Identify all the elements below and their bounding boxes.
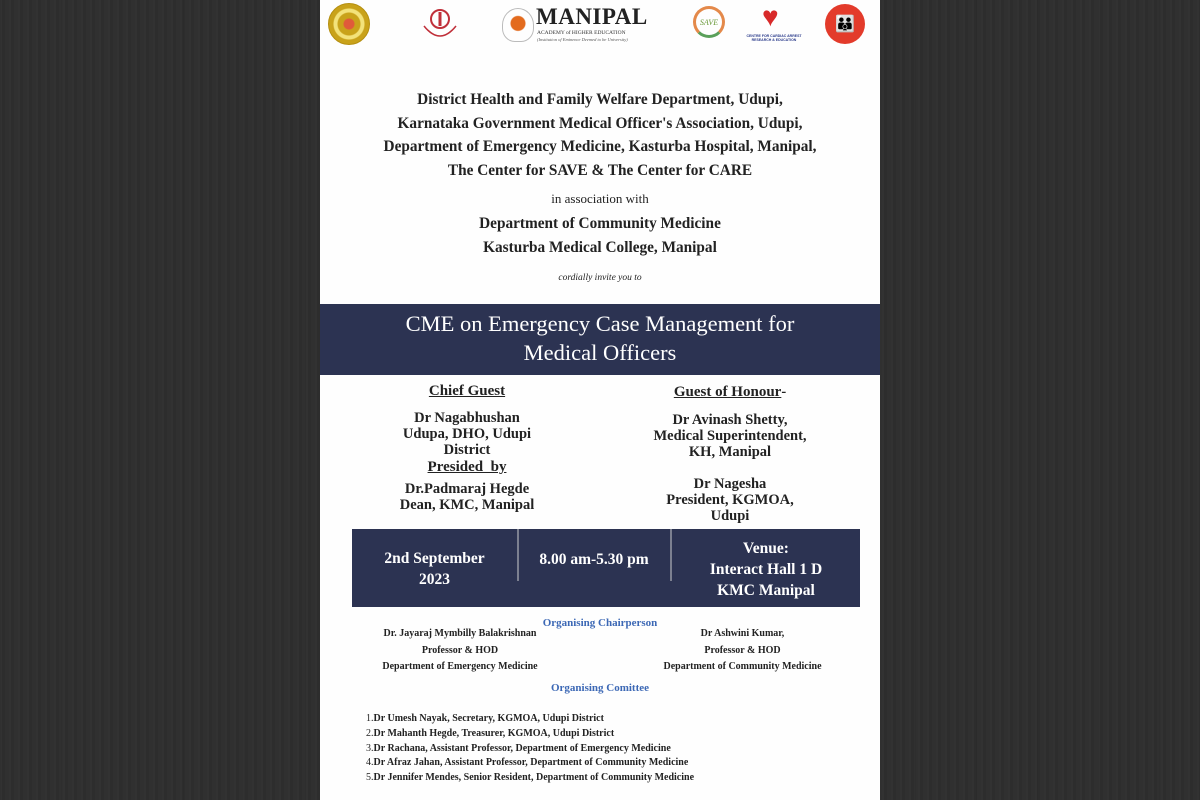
guest-of-honour-line: Dr Nagesha <box>693 476 767 492</box>
event-venue-line: Venue: <box>743 540 789 557</box>
chairperson-line: Department of Emergency Medicine <box>382 661 538 672</box>
member-text: Dr Umesh Nayak, Secretary, KGMOA, Udupi District <box>373 713 604 724</box>
guest-of-honour-line: Udupi <box>710 508 750 524</box>
association-label: in association with <box>551 191 649 206</box>
event-date-line: 2nd September <box>384 550 485 567</box>
event-title-banner <box>320 304 880 375</box>
list-number: 3. <box>366 742 374 754</box>
guest-of-honour-line: Medical Superintendent, <box>653 428 807 444</box>
guest-of-honour-line: President, KGMOA, <box>666 492 794 508</box>
manipal-logo <box>502 6 652 46</box>
guest-of-honour-heading: Guest of Honour <box>673 384 782 400</box>
chairperson-card <box>360 626 560 676</box>
list-number: 2. <box>366 727 374 739</box>
organiser-list <box>320 88 880 182</box>
event-date <box>352 548 517 590</box>
guest-of-honour-section <box>630 384 830 524</box>
manipal-wordmark: MANIPAL <box>536 4 648 29</box>
event-venue-line: KMC Manipal <box>717 582 815 599</box>
association-line: Kasturba Medical College, Manipal <box>483 238 717 256</box>
event-date-line: 2023 <box>419 571 450 588</box>
chief-guest-heading: Chief Guest <box>428 383 506 399</box>
event-time: 8.00 am-5.30 pm <box>539 551 649 568</box>
organiser-line: Karnataka Government Medical Officer's Association, Udupi, <box>397 114 803 132</box>
member-text: Dr Afraz Jahan, Assistant Professor, Department of Community Medicine <box>373 757 689 769</box>
manipal-tagline: (Institution of Eminence Deemed to be University) <box>537 37 628 42</box>
presided-by-line: Dean, KMC, Manipal <box>399 497 535 513</box>
chairperson-line: Professor & HOD <box>421 644 499 656</box>
heart-icon: ♥ <box>762 2 779 33</box>
committee-list <box>366 712 694 786</box>
care-logo <box>744 4 804 44</box>
presided-by-heading: Presided by <box>427 459 507 475</box>
chairperson-line: Department of Community Medicine <box>663 661 822 672</box>
member-text: Dr Mahanth Hegde, Treasurer, KGMOA, Udupi District <box>373 727 615 739</box>
guest-of-honour-line: KH, Manipal <box>688 444 772 460</box>
list-number: 5. <box>366 772 374 784</box>
organiser-line: District Health and Family Welfare Department, Udupi, <box>417 91 783 108</box>
event-title-line: Medical Officers <box>523 340 677 365</box>
list-number: 1. <box>366 713 374 724</box>
event-poster <box>320 0 880 800</box>
presided-by-line: Dr.Padmaraj Hegde <box>404 481 530 497</box>
committee-member <box>366 727 694 742</box>
event-details-bar <box>352 529 860 607</box>
committee-member <box>366 712 694 727</box>
association-line: Department of Community Medicine <box>479 215 721 232</box>
chairperson-card <box>640 626 845 676</box>
karnataka-emblem-icon <box>328 3 370 45</box>
national-health-mission-icon: 👪 <box>825 4 865 44</box>
chairperson-line: Dr Ashwini Kumar, <box>700 628 785 639</box>
logo-strip <box>320 0 880 50</box>
list-number: 4. <box>366 757 374 769</box>
association-org <box>320 212 880 259</box>
committee-member <box>366 742 694 757</box>
organiser-line: The Center for SAVE & The Center for CARE <box>447 161 753 179</box>
kmc-emblem-icon <box>420 6 460 42</box>
chairperson-line: Dr. Jayaraj Mymbilly Balakrishnan <box>383 628 537 639</box>
committee-member <box>366 771 694 786</box>
member-text: Dr Jennifer Mendes, Senior Resident, Department of Community Medicine <box>373 772 695 784</box>
chairperson-line: Professor & HOD <box>704 644 781 656</box>
chief-guest-line: Dr Nagabhushan <box>414 410 520 426</box>
chief-guest-line: District <box>443 442 491 458</box>
invite-text: cordially invite you to <box>558 273 642 283</box>
save-logo-icon: SAVE <box>693 6 725 38</box>
chief-guest-section <box>382 383 552 513</box>
manipal-emblem-icon <box>502 8 534 42</box>
member-text: Dr Rachana, Assistant Professor, Department of Emergency Medicine <box>373 742 671 754</box>
manipal-subtitle: ACADEMY of HIGHER EDUCATION <box>537 30 626 36</box>
care-logo-text: CENTRE FOR CARDIAC ARREST RESEARCH & EDUCATION <box>746 34 802 42</box>
event-venue-line: Interact Hall 1 D <box>709 561 823 578</box>
organiser-line: Department of Emergency Medicine, Kasturba Hospital, Manipal, <box>383 138 817 155</box>
committee-member <box>366 756 694 771</box>
organising-chairperson-heading: Organising Chairperson <box>542 617 658 629</box>
event-title-line: CME on Emergency Case Management for <box>405 311 795 336</box>
event-venue <box>672 538 860 601</box>
chief-guest-line: Udupa, DHO, Udupi <box>402 426 532 442</box>
organising-committee-heading: Organising Comittee <box>550 682 650 694</box>
guest-of-honour-line: Dr Avinash Shetty, <box>672 412 788 428</box>
heading-dash: - <box>781 384 787 400</box>
